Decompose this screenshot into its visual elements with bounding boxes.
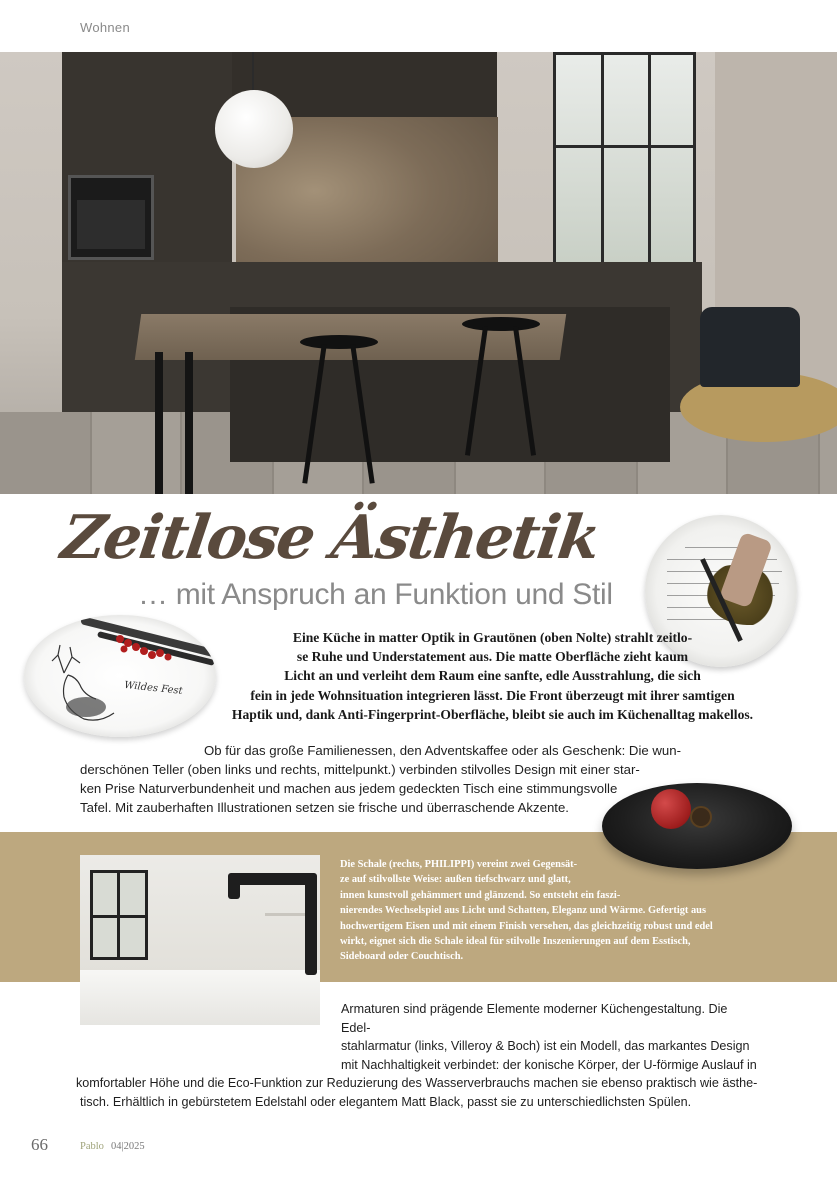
lotus-pod	[690, 806, 712, 828]
hero-lamp-cord	[252, 52, 254, 92]
deer-illustration	[24, 615, 216, 737]
body-line: mit Nachhaltigkeit verbindet: der konische Körper, der U-förmige Auslauf in	[341, 1057, 757, 1072]
deer-plate-image	[24, 615, 216, 737]
band-line: innen kunstvoll gehämmert und glänzend. So entsteht ein faszi-	[340, 889, 621, 901]
body-line: Armaturen sind prägende Elemente moderner Küchengestaltung. Die Edel-	[341, 1002, 728, 1035]
band-line: nierendes Wechselspiel aus Licht und Schatten, Eleganz und Wärme. Gefertigt aus	[340, 905, 706, 917]
hero-island-leg	[185, 352, 193, 494]
faucet-body	[305, 873, 317, 975]
intro-line: Haptik und, dank Anti-Fingerprint-Oberfläche, bleibt sie auch im Küchenalltag makellos.	[231, 706, 754, 722]
body-line: ken Prise Naturverbundenheit und machen aus jedem gedeckten Tisch eine stimmungsvolle	[80, 781, 618, 796]
issue-number: 04|2025	[111, 1141, 145, 1152]
article-headline: Zeitlose Ästhetik	[57, 503, 603, 573]
body-line: Tafel. Mit zauberhaften Illustrationen setzen sie frische und überraschende Akzente.	[80, 800, 569, 815]
body-line: stahlarmatur (links, Villeroy & Boch) ist ein Modell, das markantes Design	[341, 1039, 750, 1054]
band-line: Sideboard oder Couchtisch.	[340, 951, 464, 963]
article-subheadline: … mit Anspruch an Funktion und Stil	[138, 578, 613, 611]
hero-stool-seat	[300, 335, 378, 349]
article-intro	[225, 628, 760, 724]
band-line: hochwertigem Eisen und mit einem Finish versehen, das gleichzeitig robust und edel	[340, 920, 713, 932]
body-line: Ob für das große Familienessen, den Adventskaffee oder als Geschenk: Die wun-	[204, 743, 681, 758]
intro-line: Eine Küche in matter Optik in Grautönen (oben Nolte) strahlt zeitlo-	[292, 630, 693, 645]
page-number: 66	[31, 1135, 48, 1154]
faucet-photo-window	[90, 870, 148, 960]
faucet-photo-shelf	[265, 913, 305, 916]
body-line: tisch. Erhältlich in gebürstetem Edelstahl oder elegantem Matt Black, passt sie zu unterschiedlichsten Spülen.	[80, 1094, 692, 1109]
kitchen-hero-image	[0, 52, 837, 494]
intro-line: Licht an und verleiht dem Raum eine sanfte, edle Ausstrahlung, die sich	[284, 668, 701, 684]
body-line: komfortabler Höhe und die Eco-Funktion zur Reduzierung des Wasserverbrauchs machen sie ebenso praktisch wie ästhe-	[76, 1076, 758, 1091]
hero-armchair	[700, 307, 800, 387]
magazine-name: Pablo	[80, 1141, 104, 1152]
section-label: Wohnen	[80, 20, 130, 35]
hero-oven	[68, 175, 154, 260]
paragraph-faucet	[76, 1000, 760, 1112]
faucet-outlet	[228, 873, 240, 899]
band-line: wirkt, eignet sich die Schale ideal für stilvolle Inszenierungen auf dem Esstisch,	[340, 936, 691, 948]
body-line: derschönen Teller (oben links und rechts, mittelpunkt.) verbinden stilvolles Design mit einer star-	[80, 762, 640, 777]
plate-script-text: Wildes Fest	[123, 679, 184, 697]
bowl-description	[340, 857, 755, 965]
band-line: ze auf stilvollste Weise: außen tiefschwarz und glatt,	[340, 874, 571, 886]
hero-island-leg	[155, 352, 163, 494]
pomegranate	[651, 789, 691, 829]
hero-stool-seat	[462, 317, 540, 331]
intro-line: se Ruhe und Understatement aus. Die matte Oberfläche zieht kaum	[296, 649, 689, 665]
band-line: Die Schale (rechts, PHILIPPI) vereint zwei Gegensät-	[340, 859, 578, 870]
hero-pendant-lamp	[215, 90, 293, 168]
faucet-spout	[228, 873, 317, 885]
paragraph-plates	[80, 741, 700, 817]
intro-line: fein in jede Wohnsituation integrieren lässt. Die Front überzeugt mit ihrer samtigen	[250, 687, 735, 703]
